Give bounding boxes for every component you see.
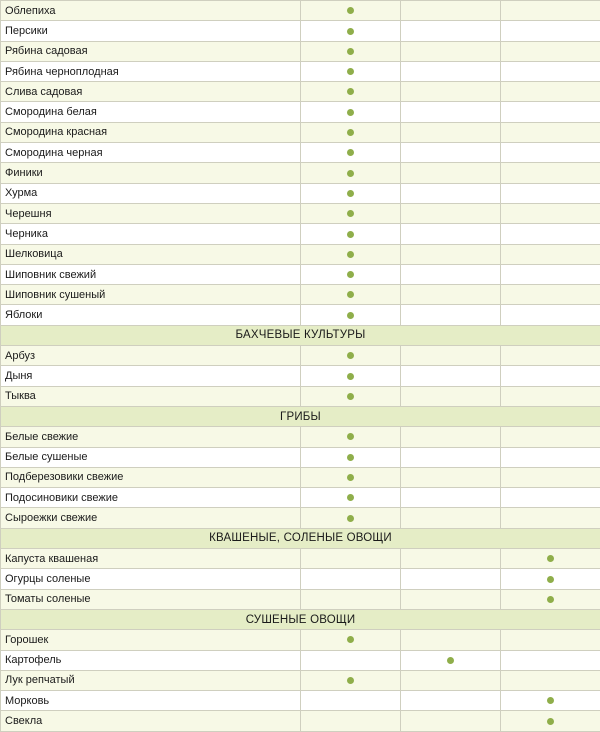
table-row [1, 508, 600, 528]
value-cell-1 [301, 183, 401, 203]
value-cell-2 [401, 285, 501, 305]
value-cell-1 [301, 305, 401, 325]
section-title: КВАШЕНЫЕ, СОЛЕНЫЕ ОВОЩИ [1, 528, 600, 548]
value-cell-1 [301, 366, 401, 386]
value-cell-3 [501, 670, 600, 690]
value-cell-2 [401, 549, 501, 569]
mark-dot-icon [347, 88, 354, 95]
row-name: Рябина черноплодная [1, 61, 301, 81]
value-cell-3 [501, 549, 600, 569]
value-cell-3 [501, 21, 600, 41]
row-name: Рябина садовая [1, 41, 301, 61]
value-cell-2 [401, 488, 501, 508]
row-name: Капуста квашеная [1, 549, 301, 569]
value-cell-1 [301, 102, 401, 122]
row-name: Горошек [1, 630, 301, 650]
section-header-row [1, 325, 600, 345]
mark-dot-icon [547, 718, 554, 725]
value-cell-2 [401, 183, 501, 203]
value-cell-1 [301, 691, 401, 711]
value-cell-1 [301, 670, 401, 690]
value-cell-2 [401, 467, 501, 487]
row-name: Черника [1, 224, 301, 244]
value-cell-1 [301, 346, 401, 366]
table-row [1, 711, 600, 731]
value-cell-1 [301, 82, 401, 102]
value-cell-3 [501, 264, 600, 284]
section-title: БАХЧЕВЫЕ КУЛЬТУРЫ [1, 325, 600, 345]
value-cell-3 [501, 691, 600, 711]
value-cell-3 [501, 305, 600, 325]
table-row [1, 630, 600, 650]
value-cell-1 [301, 203, 401, 223]
value-cell-2 [401, 122, 501, 142]
value-cell-3 [501, 163, 600, 183]
value-cell-1 [301, 21, 401, 41]
value-cell-1 [301, 224, 401, 244]
mark-dot-icon [347, 433, 354, 440]
value-cell-3 [501, 1, 600, 21]
row-name: Огурцы соленые [1, 569, 301, 589]
value-cell-1 [301, 488, 401, 508]
table-row [1, 488, 600, 508]
mark-dot-icon [347, 393, 354, 400]
value-cell-3 [501, 447, 600, 467]
row-name: Облепиха [1, 1, 301, 21]
value-cell-2 [401, 224, 501, 244]
mark-dot-icon [347, 515, 354, 522]
value-cell-1 [301, 427, 401, 447]
value-cell-3 [501, 508, 600, 528]
mark-dot-icon [347, 454, 354, 461]
value-cell-2 [401, 691, 501, 711]
value-cell-2 [401, 143, 501, 163]
value-cell-3 [501, 82, 600, 102]
table-row [1, 569, 600, 589]
value-cell-3 [501, 346, 600, 366]
value-cell-2 [401, 41, 501, 61]
row-name: Шиповник сушеный [1, 285, 301, 305]
value-cell-2 [401, 670, 501, 690]
value-cell-1 [301, 285, 401, 305]
value-cell-3 [501, 366, 600, 386]
row-name: Хурма [1, 183, 301, 203]
mark-dot-icon [347, 352, 354, 359]
value-cell-1 [301, 122, 401, 142]
section-title: ГРИБЫ [1, 406, 600, 426]
row-name: Тыква [1, 386, 301, 406]
table-row [1, 285, 600, 305]
mark-dot-icon [347, 677, 354, 684]
value-cell-3 [501, 569, 600, 589]
value-cell-3 [501, 650, 600, 670]
value-cell-3 [501, 427, 600, 447]
row-name: Подберезовики свежие [1, 467, 301, 487]
value-cell-2 [401, 82, 501, 102]
row-name: Дыня [1, 366, 301, 386]
mark-dot-icon [347, 170, 354, 177]
value-cell-1 [301, 163, 401, 183]
value-cell-3 [501, 61, 600, 81]
value-cell-3 [501, 224, 600, 244]
table-row [1, 264, 600, 284]
value-cell-2 [401, 650, 501, 670]
mark-dot-icon [347, 109, 354, 116]
value-cell-2 [401, 346, 501, 366]
value-cell-2 [401, 589, 501, 609]
mark-dot-icon [347, 48, 354, 55]
value-cell-3 [501, 488, 600, 508]
table-row [1, 122, 600, 142]
value-cell-2 [401, 630, 501, 650]
row-name: Свекла [1, 711, 301, 731]
row-name: Смородина красная [1, 122, 301, 142]
value-cell-2 [401, 61, 501, 81]
table-row [1, 61, 600, 81]
row-name: Яблоки [1, 305, 301, 325]
value-cell-3 [501, 203, 600, 223]
row-name: Шиповник свежий [1, 264, 301, 284]
table-row [1, 691, 600, 711]
row-name: Подосиновики свежие [1, 488, 301, 508]
mark-dot-icon [347, 7, 354, 14]
value-cell-2 [401, 244, 501, 264]
table-row [1, 203, 600, 223]
table-row [1, 21, 600, 41]
row-name: Слива садовая [1, 82, 301, 102]
value-cell-3 [501, 143, 600, 163]
table-row [1, 41, 600, 61]
row-name: Финики [1, 163, 301, 183]
value-cell-1 [301, 589, 401, 609]
mark-dot-icon [347, 636, 354, 643]
table-row [1, 427, 600, 447]
table-row [1, 346, 600, 366]
mark-dot-icon [547, 576, 554, 583]
section-header-row [1, 528, 600, 548]
table-row [1, 82, 600, 102]
section-header-row [1, 406, 600, 426]
section-title: СУШЕНЫЕ ОВОЩИ [1, 609, 600, 629]
value-cell-1 [301, 244, 401, 264]
table-row [1, 386, 600, 406]
row-name: Томаты соленые [1, 589, 301, 609]
mark-dot-icon [447, 657, 454, 664]
mark-dot-icon [347, 291, 354, 298]
row-name: Картофель [1, 650, 301, 670]
value-cell-3 [501, 589, 600, 609]
row-name: Черешня [1, 203, 301, 223]
value-cell-3 [501, 41, 600, 61]
mark-dot-icon [347, 251, 354, 258]
mark-dot-icon [347, 129, 354, 136]
table-body [1, 1, 600, 732]
mark-dot-icon [347, 231, 354, 238]
value-cell-2 [401, 366, 501, 386]
table-row [1, 244, 600, 264]
table-row [1, 650, 600, 670]
table-row [1, 163, 600, 183]
value-cell-3 [501, 386, 600, 406]
mark-dot-icon [347, 68, 354, 75]
row-name: Шелковица [1, 244, 301, 264]
value-cell-2 [401, 305, 501, 325]
mark-dot-icon [347, 373, 354, 380]
value-cell-1 [301, 61, 401, 81]
row-name: Лук репчатый [1, 670, 301, 690]
section-header-row [1, 609, 600, 629]
mark-dot-icon [347, 210, 354, 217]
value-cell-2 [401, 1, 501, 21]
value-cell-2 [401, 569, 501, 589]
mark-dot-icon [347, 474, 354, 481]
mark-dot-icon [347, 312, 354, 319]
value-cell-1 [301, 569, 401, 589]
mark-dot-icon [347, 190, 354, 197]
table-row [1, 102, 600, 122]
row-name: Арбуз [1, 346, 301, 366]
value-cell-3 [501, 122, 600, 142]
table-row [1, 183, 600, 203]
table-row [1, 447, 600, 467]
mark-dot-icon [547, 555, 554, 562]
row-name: Белые свежие [1, 427, 301, 447]
value-cell-2 [401, 508, 501, 528]
value-cell-1 [301, 630, 401, 650]
value-cell-1 [301, 711, 401, 731]
value-cell-3 [501, 467, 600, 487]
table-row [1, 549, 600, 569]
value-cell-2 [401, 447, 501, 467]
value-cell-2 [401, 386, 501, 406]
row-name: Смородина белая [1, 102, 301, 122]
row-name: Морковь [1, 691, 301, 711]
value-cell-3 [501, 285, 600, 305]
mark-dot-icon [547, 697, 554, 704]
value-cell-3 [501, 630, 600, 650]
row-name: Сыроежки свежие [1, 508, 301, 528]
mark-dot-icon [347, 271, 354, 278]
value-cell-3 [501, 244, 600, 264]
value-cell-1 [301, 143, 401, 163]
value-cell-1 [301, 549, 401, 569]
mark-dot-icon [347, 494, 354, 501]
value-cell-2 [401, 203, 501, 223]
row-name: Персики [1, 21, 301, 41]
value-cell-3 [501, 102, 600, 122]
mark-dot-icon [547, 596, 554, 603]
table-row [1, 589, 600, 609]
value-cell-1 [301, 447, 401, 467]
mark-dot-icon [347, 28, 354, 35]
value-cell-1 [301, 1, 401, 21]
table-row [1, 467, 600, 487]
value-cell-2 [401, 711, 501, 731]
value-cell-1 [301, 386, 401, 406]
row-name: Смородина черная [1, 143, 301, 163]
value-cell-2 [401, 102, 501, 122]
table-row [1, 143, 600, 163]
table-row [1, 670, 600, 690]
value-cell-2 [401, 427, 501, 447]
table-row [1, 224, 600, 244]
value-cell-1 [301, 467, 401, 487]
value-cell-1 [301, 41, 401, 61]
table-row [1, 366, 600, 386]
value-cell-2 [401, 21, 501, 41]
value-cell-1 [301, 508, 401, 528]
value-cell-2 [401, 264, 501, 284]
row-name: Белые сушеные [1, 447, 301, 467]
value-cell-3 [501, 711, 600, 731]
table-row [1, 305, 600, 325]
mark-dot-icon [347, 149, 354, 156]
value-cell-1 [301, 650, 401, 670]
value-cell-1 [301, 264, 401, 284]
table-row [1, 1, 600, 21]
value-cell-3 [501, 183, 600, 203]
value-cell-2 [401, 163, 501, 183]
